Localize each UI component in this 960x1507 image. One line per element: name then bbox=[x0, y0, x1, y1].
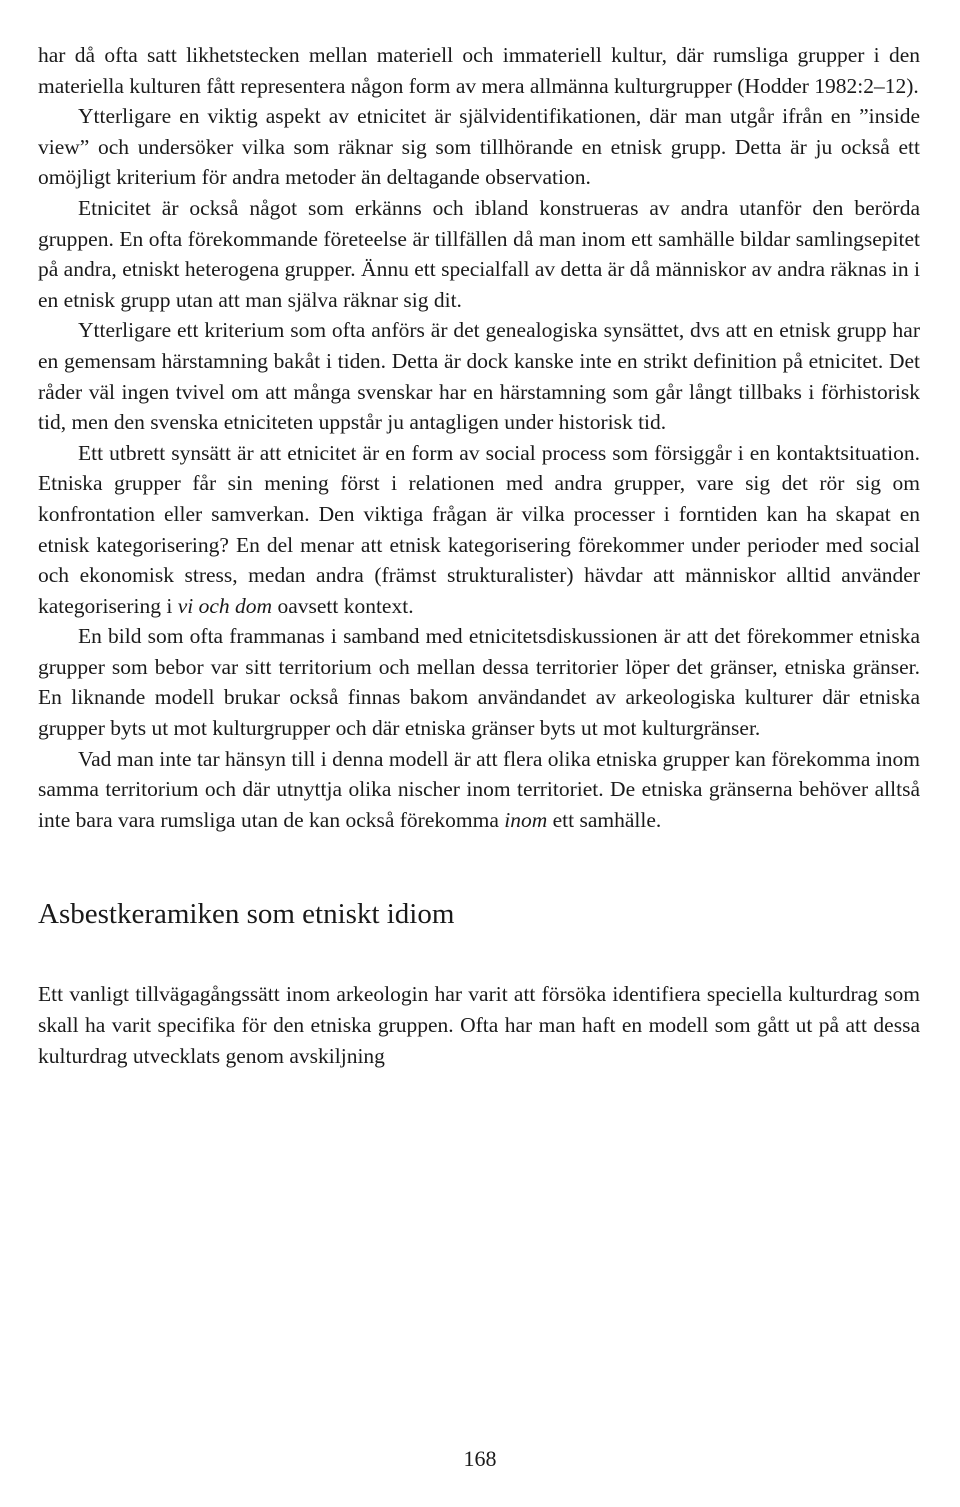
paragraph-8 bbox=[38, 979, 920, 1071]
paragraph-6-text: En bild som ofta frammanas i samband med etnicitetsdiskussionen är att det förekommer etniska grupper som bebor var sitt territorium och mellan dessa territorier löper det gränser, etniska gränser. En liknande modell brukar också finnas bakom användandet av arkeologiska kulturer där etniska grupper byts ut mot kulturgrupper och där etniska gränser byts ut mot kulturgränser. bbox=[38, 624, 920, 741]
section-heading: Asbestkeramiken som etniskt idiom bbox=[38, 898, 455, 931]
paragraph-5-text-start: Ett utbrett synsätt är att etnicitet är en form av social process som försiggår i en kontaktsituation. Etniska grupper får sin mening först i relationen med andra grupper, vare sig det rör sig om konfrontation eller samverkan. Den viktiga frågan är vilka processer i forntiden kan ha skapat en etnisk kategorisering? En del menar att etnisk kategorisering förekommer under perioder med social och ekonomisk stress, medan andra (främst strukturalister) hävdar att människor alltid använder kategorisering i bbox=[38, 440, 920, 618]
paragraph-1-text: har då ofta satt likhetstecken mellan materiell och immateriell kultur, där rumsliga grupper i den materiella kulturen fått representera någon form av mera allmänna kulturgrupper (Hodder 1982:2–12). bbox=[38, 43, 920, 98]
paragraph-1 bbox=[38, 40, 920, 101]
paragraph-4-text: Ytterligare ett kriterium som ofta anförs är det genealogiska synsättet, dvs att en etnisk grupp har en gemensam härstamning bakåt i tiden. Detta är dock kanske inte en strikt definition på etnicitet. Det råder väl ingen tvivel om att många svenskar har en härstamning som går långt tillbaks i förhistorisk tid, men den svenska etniciteten uppstår ju antagligen under historisk tid. bbox=[38, 318, 920, 435]
paragraph-5-italic-phrase: vi och dom bbox=[177, 593, 273, 618]
paragraph-7-italic-word: inom bbox=[504, 807, 548, 832]
paragraph-7 bbox=[38, 744, 920, 836]
page-number: 168 bbox=[463, 1446, 497, 1471]
paragraph-5 bbox=[38, 438, 920, 622]
paragraph-2-text: Ytterligare en viktig aspekt av etnicitet är självidentifikationen, där man utgår ifrån en ”inside view” och undersöker vilka som räknar sig som tillhörande en etnisk grupp. Detta är ju också ett omöjligt kriterium för andra metoder än deltagande observation. bbox=[38, 104, 920, 190]
paragraph-7-text-end: ett samhälle. bbox=[547, 807, 662, 832]
paragraph-6 bbox=[38, 621, 920, 743]
paragraph-8-text: Ett vanligt tillvägagångssätt inom arkeologin har varit att försöka identifiera speciella kulturdrag som skall ha varit specifika för den etniska gruppen. Ofta har man haft en modell som gått ut på att dessa kulturdrag utvecklats genom avskiljning bbox=[38, 982, 920, 1068]
page-body bbox=[38, 40, 920, 1071]
paragraph-4 bbox=[38, 315, 920, 437]
paragraph-3 bbox=[38, 193, 920, 315]
paragraph-2 bbox=[38, 101, 920, 193]
paragraph-7-text-start: Vad man inte tar hänsyn till i denna modell är att flera olika etniska grupper kan förekomma inom samma territorium och där utnyttja olika nischer inom territoriet. De etniska gränserna behöver alltså inte bara vara rumsliga utan de kan också förekomma bbox=[38, 746, 920, 832]
paragraph-3-text: Etnicitet är också något som erkänns och ibland konstrueras av andra utanför den berörda gruppen. En ofta förekommande företeelse är tillfällen då man inom ett samhälle bildar samlingsepitet på andra, etniskt heterogena grupper. Ännu ett specialfall av detta är då människor av andra räknas in i en etnisk grupp utan att man själva räknar sig dit. bbox=[38, 195, 920, 312]
paragraph-5-text-end: oavsett kontext. bbox=[272, 593, 414, 618]
